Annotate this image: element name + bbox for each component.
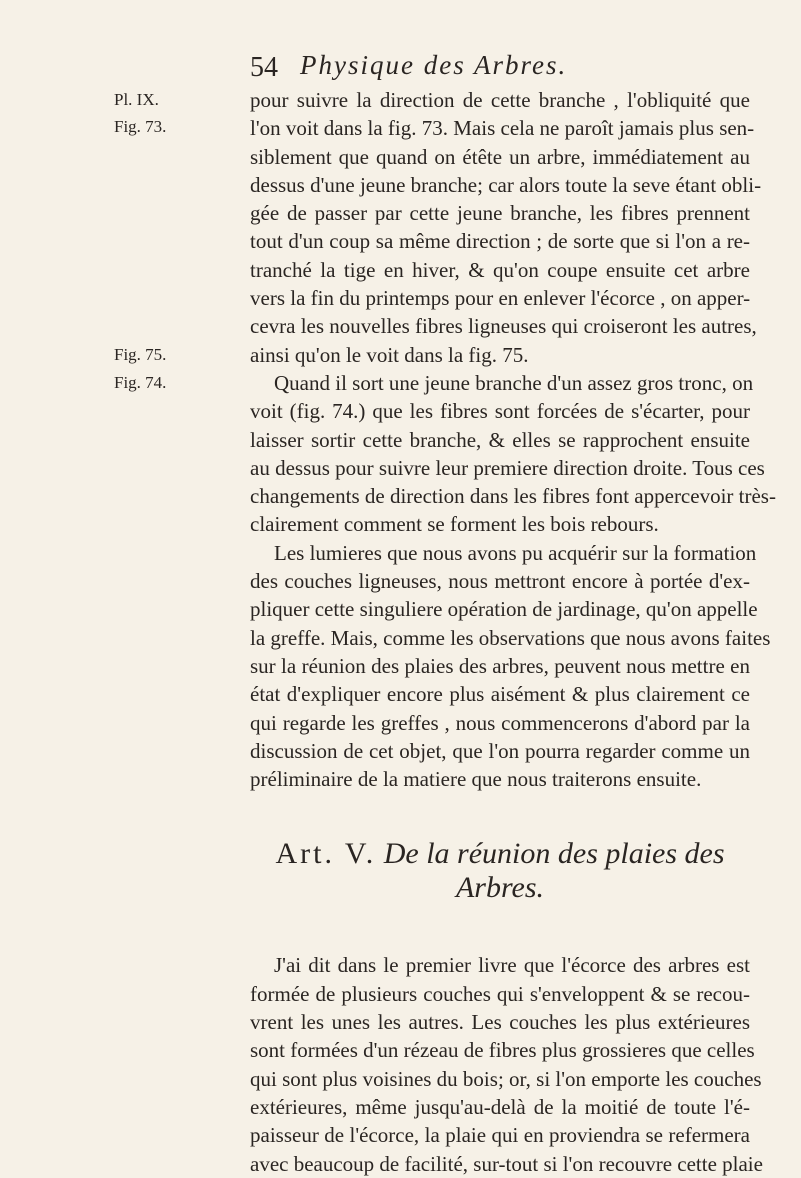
text-line: qui regarde les greffes , nous commencerons d'abord par la <box>250 710 750 735</box>
text-line: préliminaire de la matiere que nous traiterons ensuite. <box>250 767 702 792</box>
text-line: des couches ligneuses, nous mettront encore à portée d'ex- <box>250 569 750 594</box>
text-line: laisser sortir cette branche, & elles se rapprochent ensuite <box>250 427 750 452</box>
paragraph-3 <box>250 539 771 794</box>
text-line: vrent les unes les autres. Les couches les plus extérieures <box>250 1010 750 1035</box>
text-line: au dessus pour suivre leur premiere direction droite. Tous ces <box>250 455 765 480</box>
paragraph-4 <box>250 951 763 1177</box>
section-heading <box>250 837 750 905</box>
text-line: qui sont plus voisines du bois; or, si l'on emporte les couches <box>250 1066 762 1091</box>
text-line: paisseur de l'écorce, la plaie qui en proviendra se refermera <box>250 1123 750 1148</box>
text-line: discussion de cet objet, que l'on pourra regarder comme un <box>250 738 750 763</box>
text-line: tout d'un coup sa même direction ; de sorte que si l'on a re- <box>250 229 750 254</box>
text-line: Les lumieres que nous avons pu acquérir sur la formation <box>274 540 757 565</box>
text-line: l'on voit dans la fig. 73. Mais cela ne paroît jamais plus sen- <box>250 116 755 141</box>
text-line: siblement que quand on étête un arbre, immédiatement au <box>250 144 750 169</box>
margin-note-fig-75: Fig. 75. <box>114 345 167 364</box>
text-line: pliquer cette singuliere opération de jardinage, qu'on appelle <box>250 597 758 622</box>
section-title-line-1: De la réunion des plaies des <box>383 837 725 871</box>
section-title-line-2: Arbres. <box>455 871 545 905</box>
text-line: la greffe. Mais, comme les observations que nous avons faites <box>250 625 771 650</box>
page-header <box>250 50 750 90</box>
text-line: formée de plusieurs couches qui s'enveloppent & se recou- <box>250 981 750 1006</box>
paragraph-1 <box>250 86 762 369</box>
margin-note-fig-73: Fig. 73. <box>114 117 167 136</box>
text-line: pour suivre la direction de cette branche , l'obliquité que <box>250 88 750 112</box>
text-line: extérieures, même jusqu'au-delà de la moitié de toute l'é- <box>250 1094 750 1119</box>
margin-note-plate: Pl. IX. <box>114 90 159 109</box>
running-title: Physique des Arbres. <box>300 50 568 80</box>
text-line: état d'expliquer encore plus aisément & plus clairement ce <box>250 682 750 707</box>
text-line: ainsi qu'on le voit dans la fig. 75. <box>250 342 529 367</box>
text-line: gée de passer par cette jeune branche, les fibres prennent <box>250 201 750 226</box>
text-line: sur la réunion des plaies des arbres, peuvent nous mettre en <box>250 653 750 678</box>
text-line: tranché la tige en hiver, & qu'on coupe ensuite cet arbre <box>250 257 750 282</box>
body-text <box>250 86 776 1178</box>
text-line: J'ai dit dans le premier livre que l'écorce des arbres est <box>274 953 750 978</box>
text-line: sont formées d'un rézeau de fibres plus grossieres que celles <box>250 1038 755 1063</box>
article-label: Art. V. <box>275 837 377 871</box>
page-number: 54 <box>250 52 278 83</box>
text-line: changements de direction dans les fibres font appercevoir très- <box>250 484 776 509</box>
text-line: dessus d'une jeune branche; car alors toute la seve étant obli- <box>250 172 762 197</box>
text-line: voit (fig. 74.) que les fibres sont forcées de s'écarter, pour <box>250 399 750 424</box>
margin-note-fig-74: Fig. 74. <box>114 373 167 392</box>
text-line: vers la fin du printemps pour en enlever l'écorce , on apper- <box>250 286 751 311</box>
text-line: clairement comment se forment les bois rebours. <box>250 512 659 537</box>
text-line: avec beaucoup de facilité, sur-tout si l'on recouvre cette plaie <box>250 1151 763 1176</box>
paragraph-2 <box>250 369 776 539</box>
text-line: cevra les nouvelles fibres ligneuses qui croiseront les autres, <box>250 314 757 339</box>
text-line: Quand il sort une jeune branche d'un assez gros tronc, on <box>274 370 754 395</box>
